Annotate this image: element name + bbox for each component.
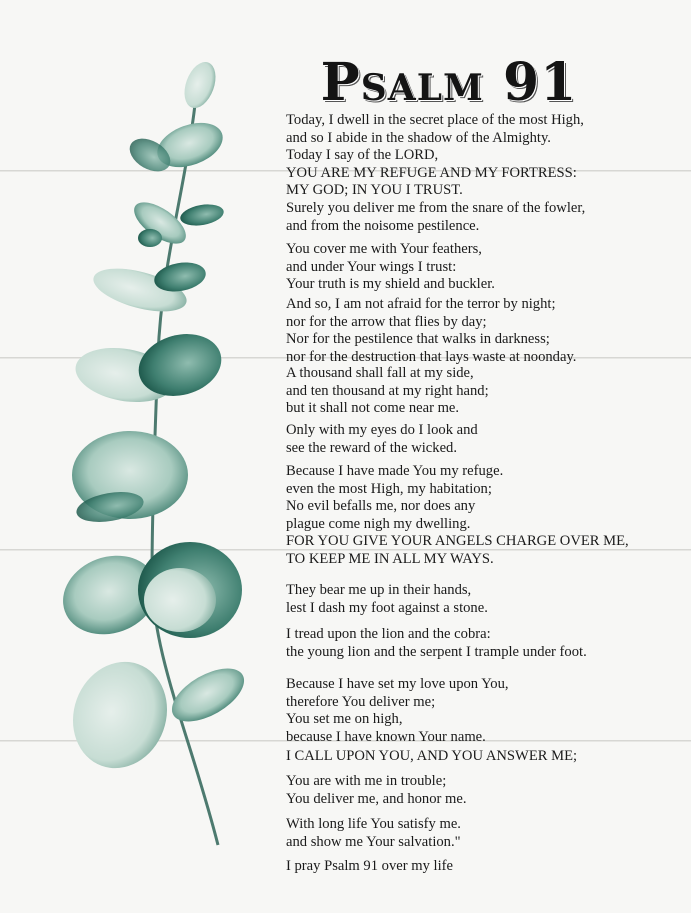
verse-line: nor for the destruction that lays waste at noonday.	[286, 348, 577, 365]
stanza-7	[286, 533, 686, 568]
verse-line: nor for the arrow that flies by day;	[286, 313, 487, 330]
verse-line: FOR YOU GIVE YOUR ANGELS CHARGE OVER ME,	[286, 533, 629, 549]
verse-line: Because I have made You my refuge.	[286, 463, 504, 479]
verse-line: even the most High, my habitation;	[286, 480, 492, 497]
verse-line: Only with my eyes do I look and	[286, 422, 478, 438]
stanza-9	[286, 626, 686, 661]
stanza-12	[286, 773, 686, 808]
verse-line: You set me on high,	[286, 711, 403, 728]
verse-line: but it shall not come near me.	[286, 400, 460, 417]
verse-line: and so I abide in the shadow of the Almighty.	[286, 129, 551, 146]
verse-line: and from the noisome pestilence.	[286, 217, 480, 234]
stanza-13	[286, 816, 686, 851]
stanza-8	[286, 582, 686, 617]
verse-line: see the reward of the wicked.	[286, 439, 457, 456]
verse-line: Because I have set my love upon You,	[286, 676, 509, 692]
verse-line: I tread upon the lion and the cobra:	[286, 626, 491, 642]
verse-line: MY GOD; IN YOU I TRUST.	[286, 182, 463, 199]
verse-line: I pray Psalm 91 over my life	[286, 858, 453, 874]
stanza-2	[286, 241, 686, 294]
stanza-11	[286, 748, 686, 766]
verse-line: and show me Your salvation."	[286, 833, 461, 850]
verse-line: Today, I dwell in the secret place of the most High,	[286, 112, 584, 128]
verse-line: and ten thousand at my right hand;	[286, 382, 489, 399]
stanza-1	[286, 112, 686, 235]
verse-line: Surely you deliver me from the snare of the fowler,	[286, 199, 586, 216]
stanza-14	[286, 858, 686, 876]
verse-line: You deliver me, and honor me.	[286, 790, 467, 807]
verse-line: I CALL UPON YOU, AND YOU ANSWER ME;	[286, 748, 578, 764]
verse-line: Your truth is my shield and buckler.	[286, 276, 495, 293]
stanza-5	[286, 422, 686, 457]
stanza-6	[286, 463, 686, 533]
verse-line: plague come nigh my dwelling.	[286, 515, 471, 532]
stanza-3	[286, 296, 686, 366]
verse-line: Today I say of the LORD,	[286, 147, 439, 164]
verse-line: TO KEEP ME IN ALL MY WAYS.	[286, 550, 494, 567]
verse-line: and under Your wings I trust:	[286, 258, 457, 275]
verse-line: because I have known Your name.	[286, 728, 486, 745]
verse-line: They bear me up in their hands,	[286, 582, 472, 598]
stanza-4	[286, 365, 686, 418]
verse-line: the young lion and the serpent I trample under foot.	[286, 643, 587, 660]
verse-line: YOU ARE MY REFUGE AND MY FORTRESS:	[286, 164, 577, 181]
verse-line: You cover me with Your feathers,	[286, 241, 482, 257]
eucalyptus-branch-icon	[40, 55, 280, 855]
verse-line: No evil befalls me, nor does any	[286, 498, 476, 515]
verse-line: With long life You satisfy me.	[286, 816, 461, 832]
verse-line: therefore You deliver me;	[286, 693, 436, 710]
verse-line: And so, I am not afraid for the terror by night;	[286, 296, 556, 312]
verse-line: A thousand shall fall at my side,	[286, 365, 474, 381]
verse-line: Nor for the pestilence that walks in darkness;	[286, 331, 550, 348]
page-title: Psalm 91	[320, 51, 578, 113]
verse-line: You are with me in trouble;	[286, 773, 447, 789]
verse-line: lest I dash my foot against a stone.	[286, 599, 488, 616]
stanza-10	[286, 676, 686, 746]
